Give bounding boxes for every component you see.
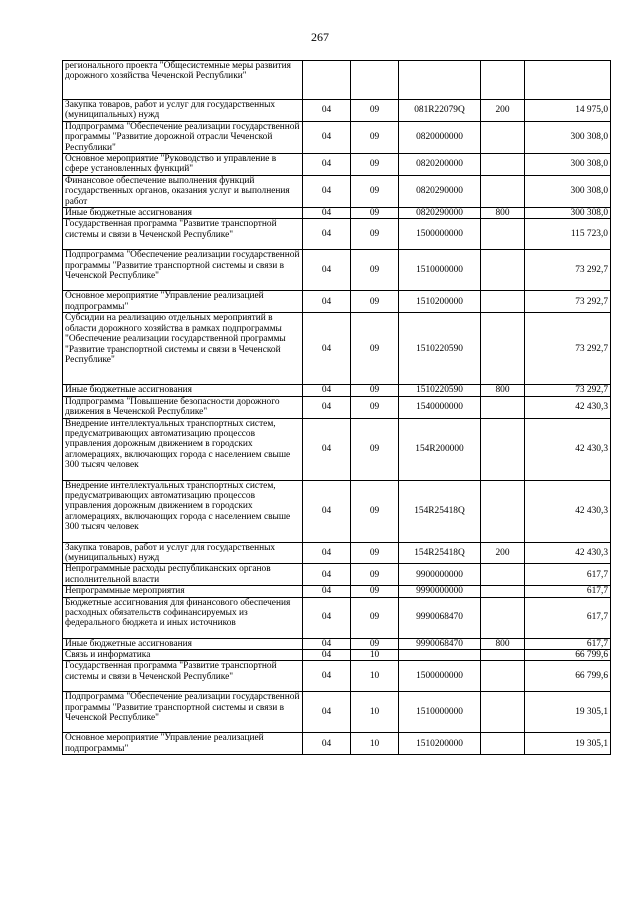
row-amount: 617,7	[525, 586, 611, 597]
row-amount: 42 430,3	[525, 542, 611, 564]
table-row	[63, 480, 611, 542]
row-name: Подпрограмма "Повышение безопасности дорожного движения в Чеченской Республике"	[63, 396, 303, 418]
row-subsection: 10	[351, 649, 399, 660]
row-amount: 66 799,6	[525, 649, 611, 660]
row-expense-type	[481, 480, 525, 542]
row-target-article: 1510200000	[399, 733, 481, 755]
row-amount: 66 799,6	[525, 661, 611, 692]
row-name: Непрограммные расходы республиканских органов исполнительной власти	[63, 564, 303, 586]
row-subsection: 09	[351, 219, 399, 250]
row-amount: 42 430,3	[525, 480, 611, 542]
row-name: Закупка товаров, работ и услуг для государственных (муниципальных) нужд	[63, 542, 303, 564]
row-expense-type	[481, 564, 525, 586]
row-section: 04	[303, 396, 351, 418]
row-subsection: 09	[351, 313, 399, 385]
row-target-article: 081R22079Q	[399, 100, 481, 122]
row-target-article: 1500000000	[399, 661, 481, 692]
row-section: 04	[303, 219, 351, 250]
row-section: 04	[303, 692, 351, 733]
row-subsection: 09	[351, 542, 399, 564]
row-subsection: 10	[351, 692, 399, 733]
row-subsection: 09	[351, 175, 399, 207]
table-row	[63, 100, 611, 122]
row-name: Непрограммные мероприятия	[63, 586, 303, 597]
row-target-article: 9990068470	[399, 638, 481, 649]
table-row	[63, 219, 611, 250]
row-name: Бюджетные ассигнования для финансового обеспечения расходных обязательств софинансируемых из федерального бюджета и иных источников	[63, 597, 303, 638]
row-target-article: 1500000000	[399, 219, 481, 250]
row-subsection: 09	[351, 586, 399, 597]
table-row	[63, 692, 611, 733]
row-section: 04	[303, 121, 351, 153]
row-target-article: 154R25418Q	[399, 542, 481, 564]
row-section: 04	[303, 480, 351, 542]
table-row	[63, 638, 611, 649]
row-section: 04	[303, 638, 351, 649]
row-expense-type	[481, 733, 525, 755]
row-expense-type	[481, 649, 525, 660]
row-amount: 115 723,0	[525, 219, 611, 250]
row-subsection: 09	[351, 597, 399, 638]
row-section: 04	[303, 418, 351, 480]
row-amount: 300 308,0	[525, 154, 611, 176]
table-row	[63, 121, 611, 153]
row-name: Основное мероприятие "Руководство и управление в сфере установленных функций"	[63, 154, 303, 176]
row-section: 04	[303, 208, 351, 219]
row-section: 04	[303, 100, 351, 122]
row-amount: 617,7	[525, 638, 611, 649]
row-expense-type: 800	[481, 638, 525, 649]
row-target-article: 1540000000	[399, 396, 481, 418]
row-expense-type	[481, 586, 525, 597]
row-amount: 300 308,0	[525, 175, 611, 207]
row-expense-type	[481, 219, 525, 250]
row-section: 04	[303, 250, 351, 291]
table-row	[63, 661, 611, 692]
row-expense-type	[481, 121, 525, 153]
row-expense-type: 200	[481, 100, 525, 122]
row-section: 04	[303, 586, 351, 597]
row-expense-type	[481, 396, 525, 418]
row-section: 04	[303, 597, 351, 638]
row-subsection: 09	[351, 480, 399, 542]
row-subsection: 09	[351, 250, 399, 291]
row-target-article: 0820200000	[399, 154, 481, 176]
table-row	[63, 564, 611, 586]
row-target-article: 154R200000	[399, 418, 481, 480]
row-target-article: 0820290000	[399, 208, 481, 219]
row-name: Связь и информатика	[63, 649, 303, 660]
row-amount: 73 292,7	[525, 291, 611, 313]
row-target-article: 9990068470	[399, 597, 481, 638]
row-amount: 14 975,0	[525, 100, 611, 122]
table-row	[63, 291, 611, 313]
row-name: Закупка товаров, работ и услуг для государственных (муниципальных) нужд	[63, 100, 303, 122]
table-row	[63, 313, 611, 385]
row-target-article: 0820000000	[399, 121, 481, 153]
row-target-article: 9990000000	[399, 586, 481, 597]
row-subsection	[351, 61, 399, 100]
row-subsection: 09	[351, 638, 399, 649]
row-name: Внедрение интеллектуальных транспортных систем, предусматривающих автоматизацию процессов управления дорожным движением в городских агломерациях, включающих города с населением свыше 300 тысяч человек	[63, 480, 303, 542]
row-amount: 300 308,0	[525, 121, 611, 153]
row-expense-type: 800	[481, 385, 525, 396]
row-section: 04	[303, 291, 351, 313]
row-section: 04	[303, 313, 351, 385]
table-row	[63, 586, 611, 597]
row-expense-type	[481, 313, 525, 385]
row-amount: 300 308,0	[525, 208, 611, 219]
row-name: Финансовое обеспечение выполнения функций государственных органов, оказания услуг и выполнения работ	[63, 175, 303, 207]
row-expense-type	[481, 692, 525, 733]
budget-table	[62, 60, 611, 755]
row-amount	[525, 61, 611, 100]
row-subsection: 09	[351, 121, 399, 153]
table-row	[63, 61, 611, 100]
table-row	[63, 418, 611, 480]
row-target-article: 1510000000	[399, 692, 481, 733]
row-target-article: 154R25418Q	[399, 480, 481, 542]
page-number: 267	[311, 30, 329, 44]
row-name: Подпрограмма "Обеспечение реализации государственной программы "Развитие транспортной системы и связи в Чеченской Республике"	[63, 692, 303, 733]
row-name: Основное мероприятие "Управление реализацией подпрограммы"	[63, 291, 303, 313]
row-amount: 42 430,3	[525, 418, 611, 480]
budget-table-body	[63, 61, 611, 755]
row-amount: 73 292,7	[525, 250, 611, 291]
table-row	[63, 208, 611, 219]
row-subsection: 10	[351, 733, 399, 755]
row-name: Основное мероприятие "Управление реализацией подпрограммы"	[63, 733, 303, 755]
row-subsection: 09	[351, 291, 399, 313]
row-name: Иные бюджетные ассигнования	[63, 385, 303, 396]
row-expense-type	[481, 661, 525, 692]
row-name: Подпрограмма "Обеспечение реализации государственной программы "Развитие дорожной отрасли Чеченской Республики"	[63, 121, 303, 153]
row-target-article	[399, 61, 481, 100]
row-subsection: 09	[351, 154, 399, 176]
row-target-article: 1510220590	[399, 385, 481, 396]
row-subsection: 09	[351, 564, 399, 586]
row-section	[303, 61, 351, 100]
row-section: 04	[303, 649, 351, 660]
row-target-article: 1510200000	[399, 291, 481, 313]
row-section: 04	[303, 385, 351, 396]
row-name: Государственная программа "Развитие транспортной системы и связи в Чеченской Республике"	[63, 219, 303, 250]
row-section: 04	[303, 564, 351, 586]
row-expense-type	[481, 291, 525, 313]
row-target-article: 1510000000	[399, 250, 481, 291]
row-expense-type	[481, 175, 525, 207]
row-name: Подпрограмма "Обеспечение реализации государственной программы "Развитие транспортной системы и связи в Чеченской Республике"	[63, 250, 303, 291]
row-target-article: 9900000000	[399, 564, 481, 586]
row-subsection: 10	[351, 661, 399, 692]
row-subsection: 09	[351, 385, 399, 396]
row-amount: 73 292,7	[525, 385, 611, 396]
row-section: 04	[303, 661, 351, 692]
row-subsection: 09	[351, 100, 399, 122]
row-amount: 617,7	[525, 564, 611, 586]
row-expense-type: 800	[481, 208, 525, 219]
table-row	[63, 154, 611, 176]
row-name: Иные бюджетные ассигнования	[63, 208, 303, 219]
table-row	[63, 542, 611, 564]
row-subsection: 09	[351, 418, 399, 480]
table-row	[63, 385, 611, 396]
row-name: Субсидии на реализацию отдельных мероприятий в области дорожного хозяйства в рамках подпрограммы "Обеспечение реализации государственной программы "Развитие транспортной системы и связи в Чеченской Республике"	[63, 313, 303, 385]
row-section: 04	[303, 542, 351, 564]
row-section: 04	[303, 733, 351, 755]
row-amount: 19 305,1	[525, 692, 611, 733]
row-amount: 617,7	[525, 597, 611, 638]
table-row	[63, 733, 611, 755]
row-amount: 42 430,3	[525, 396, 611, 418]
table-row	[63, 597, 611, 638]
row-amount: 19 305,1	[525, 733, 611, 755]
table-row	[63, 250, 611, 291]
table-row	[63, 175, 611, 207]
row-section: 04	[303, 154, 351, 176]
row-target-article: 1510220590	[399, 313, 481, 385]
table-row	[63, 649, 611, 660]
row-subsection: 09	[351, 396, 399, 418]
row-target-article: 0820290000	[399, 175, 481, 207]
row-expense-type	[481, 597, 525, 638]
row-expense-type	[481, 418, 525, 480]
row-name: Иные бюджетные ассигнования	[63, 638, 303, 649]
row-expense-type: 200	[481, 542, 525, 564]
row-expense-type	[481, 61, 525, 100]
row-section: 04	[303, 175, 351, 207]
row-name: регионального проекта "Общесистемные меры развития дорожного хозяйства Чеченской Республики"	[63, 61, 303, 100]
row-subsection: 09	[351, 208, 399, 219]
row-expense-type	[481, 154, 525, 176]
row-name: Государственная программа "Развитие транспортной системы и связи в Чеченской Республике"	[63, 661, 303, 692]
row-name: Внедрение интеллектуальных транспортных систем, предусматривающих автоматизацию процессов управления дорожным движением в городских агломерациях, включающих города с населением свыше 300 тысяч человек	[63, 418, 303, 480]
row-target-article	[399, 649, 481, 660]
table-row	[63, 396, 611, 418]
row-expense-type	[481, 250, 525, 291]
row-amount: 73 292,7	[525, 313, 611, 385]
